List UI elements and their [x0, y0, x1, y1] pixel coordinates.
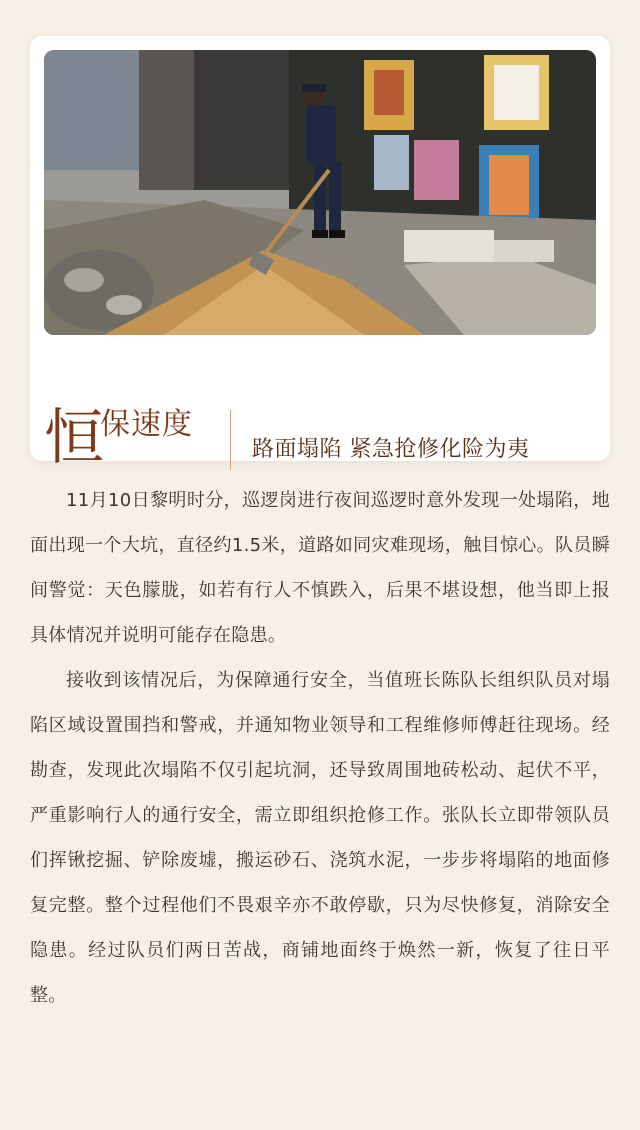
repair-worker-photo: [44, 50, 596, 335]
article-paragraph-2: 接收到该情况后，为保障通行安全，当值班长陈队长组织队员对塌陷区域设置围挡和警戒，并通知物业领导和工程维修师傅赶往现场。经勘查，发现此次塌陷不仅引起坑洞，还导致周围地砖松动、起伏不平，严重影响行人的通行安全，需立即组织抢修工作。张队长立即带领队员们挥锹挖掘、铲除废墟，搬运砂石、浇筑水泥，一步步将塌陷的地面修复完整。整个过程他们不畏艰辛亦不敢停歇，只为尽快修复，消除安全隐患。经过队员们两日苦战，商铺地面终于焕然一新，恢复了往日平整。: [30, 670, 610, 1006]
headline-divider: [230, 410, 231, 470]
repair-worker-photo-icon: [44, 50, 596, 335]
article-body: [30, 478, 610, 1018]
header-card: [30, 36, 610, 473]
article-paragraph-1: 11月10日黎明时分，巡逻岗进行夜间巡逻时意外发现一处塌陷，地面出现一个大坑，直径约1.5米，道路如同灾难现场，触目惊心。队员瞬间警觉：天色朦胧，如若有行人不慎跌入，后果不堪设想，他当即上报具体情况并说明可能存在隐患。: [30, 490, 610, 646]
headline-small-chars: 保速度: [100, 407, 193, 442]
headline-big-char: 恒: [44, 403, 104, 473]
headline-subtitle: 路面塌陷 紧急抢修化险为夷: [252, 437, 530, 462]
headline: [44, 386, 596, 481]
